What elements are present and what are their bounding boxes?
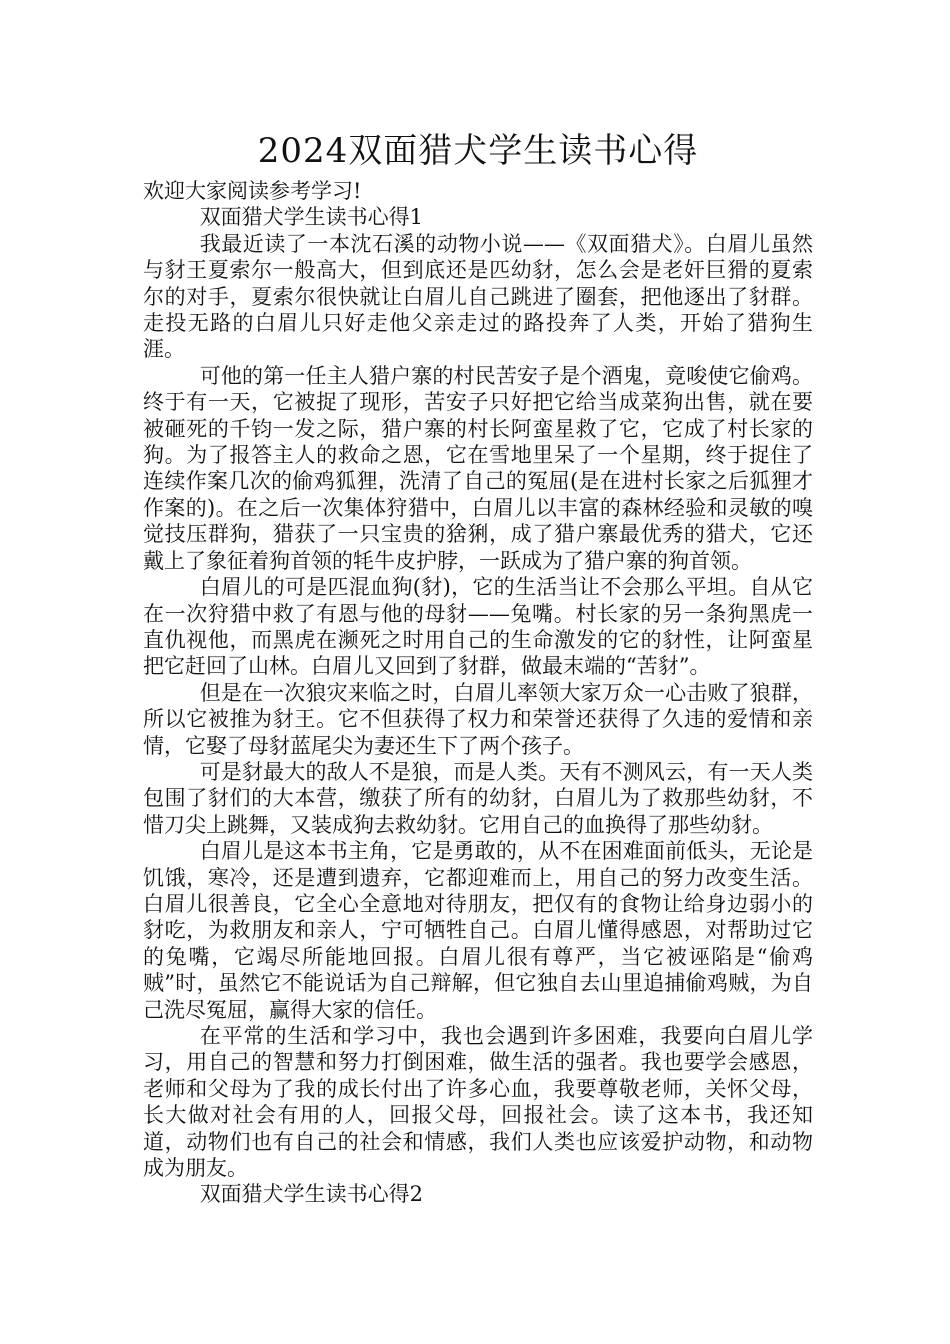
paragraph: 可是豺最大的敌人不是狼，而是人类。天有不测风云，有一天人类包围了豺们的大本营，缴获了所有的幼豺，白眉儿为了救那些幼豺，不惜刀尖上跳舞，又装成狗去救幼豺。它用自己的血换得了那些幼豺。 <box>143 759 813 837</box>
intro-text: 欢迎大家阅读参考学习! <box>143 179 362 203</box>
paragraph: 白眉儿的可是匹混血狗(豺)，它的生活当让不会那么平坦。自从它在一次狩猎中救了有恩与他的母豺——兔嘴。村长家的另一条狗黑虎一直仇视他，而黑虎在濒死之时用自己的生命激发的它的豺性，让阿蛮星把它赶回了山林。白眉儿又回到了豺群，做最末端的“苦豺”。 <box>143 575 813 679</box>
paragraph: 但是在一次狼灾来临之时，白眉儿率领大家万众一心击败了狼群，所以它被推为豺王。它不但获得了权力和荣誉还获得了久违的爱情和亲情，它娶了母豺蓝尾尖为妻还生下了两个孩子。 <box>143 680 813 758</box>
section-heading: 双面猎犬学生读书心得2 <box>199 1182 424 1207</box>
paragraph: 我最近读了一本沈石溪的动物小说——《双面猎犬》。白眉儿虽然与豺王夏索尔一般高大，但到底还是匹幼豺，怎么会是老奸巨猾的夏索尔的对手，夏索尔很快就让白眉儿自己跳进了圈套，把他逐出了豺群。走投无路的白眉儿只好走他父亲走过的路投奔了人类，开始了猎狗生涯。 <box>143 231 813 362</box>
section-heading: 双面猎犬学生读书心得1 <box>199 205 424 230</box>
paragraph: 可他的第一任主人猎户寨的村民苦安子是个酒鬼，竟唆使它偷鸡。终于有一天，它被捉了现形，苦安子只好把它给当成菜狗出售，就在要被砸死的千钧一发之际，猎户寨的村长阿蛮星救了它，它成了村长家的狗。为了报答主人的救命之恩，它在雪地里呆了一个星期，终于捉住了连续作案几次的偷鸡狐狸，洗清了自己的冤屈(是在进村长家之后狐狸才作案的)。在之后一次集体狩猎中，白眉儿以丰富的森林经验和灵敏的嗅觉技压群狗，猎获了一只宝贵的猞猁，成了猎户寨最优秀的猎犬，它还戴上了象征着狗首领的牦牛皮护脖，一跃成为了猎户寨的狗首领。 <box>143 363 813 573</box>
document-title: 2024双面猎犬学生读书心得 <box>257 131 699 171</box>
document-page <box>143 128 813 1208</box>
paragraph: 白眉儿是这本书主角，它是勇敢的，从不在困难面前低头，无论是饥饿，寒冷，还是遭到遗弃，它都迎难而上，用自己的努力改变生活。白眉儿很善良，它全心全意地对待朋友，把仅有的食物让给身边弱小的豺吃，为救朋友和亲人，宁可牺牲自己。白眉儿懂得感恩，对帮助过它的兔嘴，它竭尽所能地回报。白眉儿很有尊严，当它被诬陷是“偷鸡贼”时，虽然它不能说话为自己辩解，但它独自去山里追捕偷鸡贼，为自己洗尽冤屈，赢得大家的信任。 <box>143 839 813 1022</box>
paragraph: 在平常的生活和学习中，我也会遇到许多困难，我要向白眉儿学习，用自己的智慧和努力打倒困难，做生活的强者。我也要学会感恩，老师和父母为了我的成长付出了许多心血，我要尊敬老师，关怀父母，长大做对社会有用的人，回报父母，回报社会。读了这本书，我还知道，动物们也有自己的社会和情感，我们人类也应该爱护动物，和动物成为朋友。 <box>143 1024 813 1181</box>
